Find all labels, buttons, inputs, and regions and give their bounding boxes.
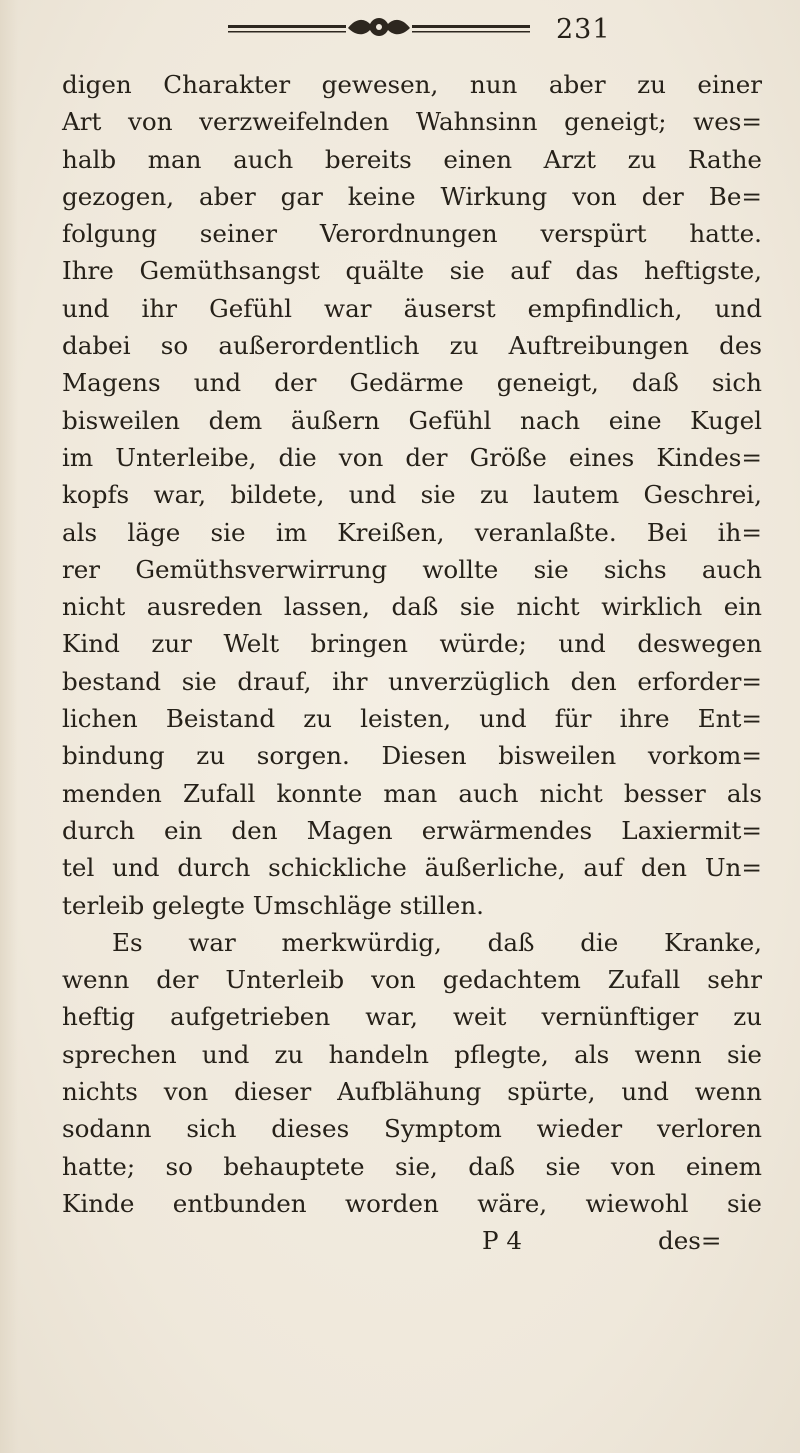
text-line: nichts von dieser Aufblähung spürte, und wenn: [62, 1077, 762, 1107]
text-line: durch ein den Magen erwärmendes Laxiermit=: [62, 815, 762, 845]
text-line: heftig aufgetrieben war, weit vernünftiger zu: [62, 1002, 762, 1032]
text-line: Art von verzweifelnden Wahnsinn geneigt; wes=: [62, 107, 762, 137]
text-line: im Unterleibe, die von der Größe eines Kindes=: [62, 442, 762, 472]
header-ornament-rule: [228, 14, 530, 40]
text-line: digen Charakter gewesen, nun aber zu einer: [62, 70, 762, 99]
text-line: menden Zufall konnte man auch nicht besser als: [62, 778, 762, 808]
text-line: sodann sich dieses Symptom wieder verloren: [62, 1114, 762, 1144]
signature-mark: P 4: [482, 1226, 523, 1256]
text-line: terleib gelegte Umschläge stillen.: [62, 890, 484, 920]
text-line: lichen Beistand zu leisten, und für ihre Ent=: [62, 704, 762, 734]
body-text: [62, 66, 762, 1260]
text-line: nicht ausreden lassen, daß sie nicht wirklich ein: [62, 592, 762, 622]
signature-line: [62, 1222, 762, 1259]
text-line: und ihr Gefühl war äuserst empfindlich, und: [62, 293, 762, 323]
page-number: 231: [556, 14, 611, 45]
text-line: rer Gemüthsverwirrung wollte sie sichs auch: [62, 554, 762, 584]
text-line: wenn der Unterleib von gedachtem Zufall sehr: [62, 965, 762, 995]
text-line: Kind zur Welt bringen würde; und deswegen: [62, 629, 762, 659]
text-line: dabei so außerordentlich zu Auftreibungen des: [62, 331, 762, 361]
text-line: gezogen, aber gar keine Wirkung von der Be=: [62, 181, 762, 211]
text-line: folgung seiner Verordnungen verspürt hatte.: [62, 219, 762, 249]
text-line: Ihre Gemüthsangst quälte sie auf das heftigste,: [62, 256, 762, 286]
text-line: als läge sie im Kreißen, veranlaßte. Bei ih=: [62, 517, 762, 547]
text-line: tel und durch schickliche äußerliche, auf den Un=: [62, 853, 762, 883]
page-fold-shadow: [0, 0, 18, 1453]
catchword: des=: [658, 1226, 722, 1256]
text-line: sprechen und zu handeln pflegte, als wenn sie: [62, 1039, 762, 1069]
text-line: halb man auch bereits einen Arzt zu Rathe: [62, 144, 762, 174]
text-line: bindung zu sorgen. Diesen bisweilen vorkom=: [62, 741, 762, 771]
text-line: Kinde entbunden worden wäre, wiewohl sie: [62, 1188, 762, 1218]
text-line: bestand sie drauf, ihr unverzüglich den erforder=: [62, 666, 762, 696]
text-line: kopfs war, bildete, und sie zu lautem Geschrei,: [62, 480, 762, 510]
text-line: Magens und der Gedärme geneigt, daß sich: [62, 368, 762, 398]
text-line: bisweilen dem äußern Gefühl nach eine Kugel: [62, 405, 762, 435]
text-line: hatte; so behauptete sie, daß sie von einem: [62, 1151, 762, 1181]
text-line: Es war merkwürdig, daß die Kranke,: [112, 927, 762, 957]
